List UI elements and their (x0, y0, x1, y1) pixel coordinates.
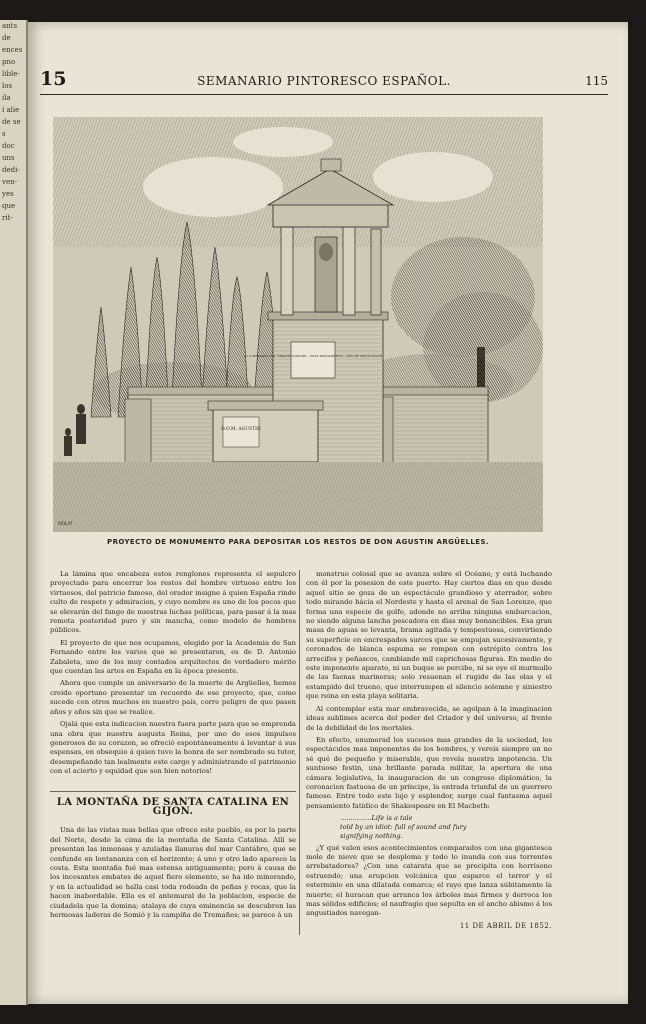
article-paragraph: Ojalá que esta indicacion nuestra fuera parte para que se emprenda una obra que nuestra augusta Reina, por uno de esos impulsos generosos de su corazon, se ofreció espontáneamente á levantar á sus espensas, en obsequio á quien tuvo la honra de ser nombrado su tutor, desempeñando tan lealmente este cargo y administrando el patrimonio con el acierto y equidad que son bien notorios! (50, 720, 296, 776)
page-number-right: 115 (585, 74, 608, 88)
engraving-caption: PROYECTO DE MONUMENTO PARA DEPOSITAR LOS RESTOS DE DON AGUSTIN ARGÜELLES. (107, 538, 489, 546)
page-header (40, 68, 608, 95)
facing-page-fragment: de (2, 34, 11, 42)
article-paragraph: La lámina que encabeza estos renglones representa el sepulcro proyectado para encerrar los restos del hombre virtuoso entre los virtuosos, del patricio famoso, del orador insigne á quien España rinde culto de respeto y admiracion, y cuyo nombre es uno de los pocos que se elevarán del fango de nuestras luchas políticas, para pasar á la mas remota posteridad puro y sin mancha, como modelo de hombres públicos. (50, 570, 296, 635)
tomb-inscription: D.O.M. AGUSTIN (221, 427, 261, 432)
section-heading: LA MONTAÑA DE SANTA CATALINA EN GIJON. (50, 791, 296, 817)
article-paragraph: Al contemplar esta mar embravecida, se agolpan á la imaginacion ideas sublimes acerca del poder del Criador y del universo, al frente de la debilidad de los mortales. (306, 704, 552, 732)
facing-page-fragment: ences (2, 46, 23, 54)
newspaper-page (28, 22, 628, 1004)
facing-page-fragment: lible- (2, 70, 20, 78)
plaque-inscription: A LA MEMORIA DEL ORADOR INSIGNE... ESTE MONUMENTO... AÑO DE MDCCCXLVIII (244, 354, 382, 358)
facing-page-fragment: dedi- (2, 166, 20, 174)
quote-line: signifying nothing. (340, 831, 403, 840)
publication-title: SEMANARIO PINTORESCO ESPAÑOL. (197, 74, 451, 88)
page-number-left: 15 (40, 68, 67, 90)
facing-page-fragment: yes (2, 190, 14, 198)
facing-page-fragment: de se (2, 118, 21, 126)
facing-page-fragment: los (2, 82, 13, 90)
engraving-illustration (53, 117, 543, 532)
quote-line: told by an idiot: full of sound and fury (340, 822, 467, 831)
quote-line: ...............Life is a tale (340, 814, 413, 823)
engraver-signature: RIOLAT (58, 521, 73, 526)
right-column (306, 570, 552, 931)
memorial-plaque (291, 342, 335, 378)
cloud (143, 157, 283, 217)
facing-page-fragment: ven- (2, 178, 17, 186)
facing-page-fragment: uns (2, 154, 15, 162)
facing-page-fragment: i alie (2, 106, 20, 114)
shakespeare-quote (340, 814, 552, 840)
article-paragraph: En efecto, enumerad los sucesos mas grandes de la sociedad, los espectáculos mas imponentes de los hombres, y vereis siempre un no sé qué de pequeño y miserable, que revela nuestra impotencia. Un suntuoso festin, una brillante parada militar, la apertura de una cámara legislativa, la inauguracion de un congreso diplomático, la coronacion fastuosa de un príncipe, la entrada triunfal de un guerrero famoso. Entre todo este lujo y esplendor, surge cual fantasma aquel pensamiento fatídico de Shakespeare en El Macbeth: (306, 735, 552, 810)
facing-page-fragment: rit- (2, 214, 13, 222)
article-paragraph: El proyecto de que nos ocupamos, elegido por la Academia de San Fernando entre los varios que se presentaron, es de D. Antonio Zabaleta, uno de los muy contados arquitectos de verdadero mérito que cuentan las artes en España en la época presente. (50, 638, 296, 676)
facing-page-fragment: doc (2, 142, 15, 150)
article-paragraph: Ahora que cumple un aniversario de la muerte de Argüelles, hemos creido oportuno presentar un recuerdo de ese proyecto, que, como sucede con otros muchos en nuestro país, corre peligro de que pasen años y años sin que se realice. (50, 679, 296, 716)
article-paragraph: monstruo colosal que se avanza sobre el Océano, y está luchando con él por la posesion de este puerto. Hay ciertos dias en que desde aquel sitio se goza de un espectáculo grandioso y aterrador, sobre todo mirando hácia el Nordeste y hasta el arenal de San Lorenzo, que forma una especie de golfo, adonde no arriba ninguna embarcacion, no siendo alguna lancha pescadora en dias muy bonancibles. Esa gran masa de aguas se levanta, brama agitada y tempestuosa, convirtiendo su superficie en encrespados surcos que se empujan sucesivamente, y coronados de blanca espuma se rompen con estrépito contra los arrecifes y peñascos, cambiando mil caprichosas figuras. En medio de este imponente aparato, ni un buque se percibe, ni se oye el murmullo de las faenas marineras; solo resuenan el rugido de las olas y el estampido del trueno, que interrumpen el silencio solemne y siniestro que reina en esta playa solitaria. (306, 570, 552, 701)
left-column (50, 570, 296, 923)
column-divider (299, 570, 300, 935)
facing-page-fragment: ila (2, 94, 11, 102)
facing-page-fragment: que (2, 202, 16, 210)
monument-engraving (53, 117, 543, 532)
facing-page-fragment: ants (2, 22, 18, 30)
sarcophagus (208, 401, 323, 462)
facing-page-edge (0, 20, 28, 1005)
article-paragraph: ¿Y qué valen esos acontecimientos comparados con una gigantesca mole de nieve que se desploma y todo lo inunda con sus torrentes arrebatadores? ¿Con una catarata que se precipita con horrísono estruendo; una erupcion volcánica que esparce el terror y el esterminio en una dilatada comarca; el rayo que lanza súbitamente la muerte; el huracan que arranca los árboles mas firmes y derroca los mas sólidos edificios; el naufragio que sepulta en el ancho abismo á los angustiados navegan- (306, 843, 552, 918)
facing-page-fragment: pno (2, 58, 16, 66)
facing-page-fragment: s (2, 130, 6, 138)
issue-date: 11 DE ABRIL DE 1852. (459, 921, 552, 930)
cloud (373, 152, 493, 202)
article-paragraph: Una de las vistas mas bellas que ofrece este pueblo, es por la parte del Norte, desde la cima de la montaña de Santa Catalina. Allí se presentan las inmensas y azuladas llanuras del mar Cantábro, que se confunde en lontananza con el horizonte; á uno y otro lado aparece la costa. Esta montaña fué mas estensa antiguamente; pero á causa de los incesantes embates de aquel fiero elemento, se ha ido minorando, y en la actualidad se halla casi toda rodeada de peñas y rocas, que la hacen inabordable. Ella es el antemural de la poblacion, especie de ciudadela que la domina; atalaya de cuya eminencia se descubren las hermosas laderas de Somió y la campiña de Tremañes; se parece á un (50, 826, 296, 919)
